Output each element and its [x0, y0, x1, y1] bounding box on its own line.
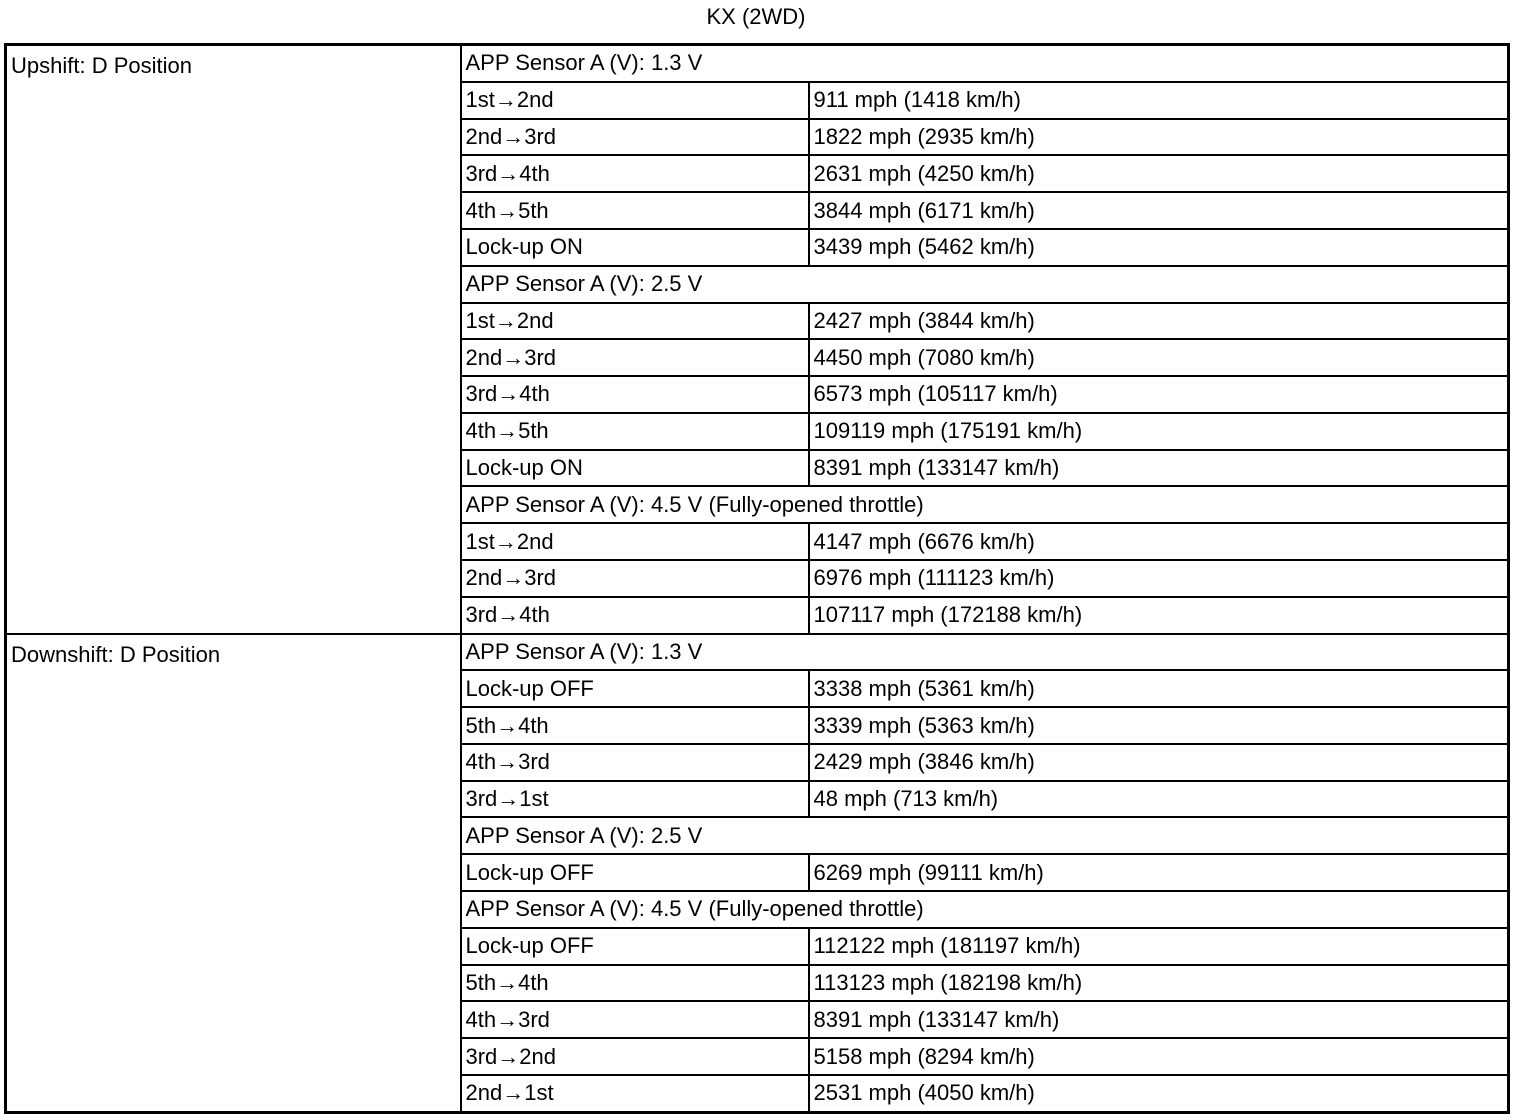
sensor-row: [6, 634, 1509, 671]
vehicle-speed: 6976 mph (111123 km/h): [809, 560, 1509, 597]
vehicle-speed: 112122 mph (181197 km/h): [809, 928, 1509, 965]
vehicle-speed: 109119 mph (175191 km/h): [809, 413, 1509, 450]
sensor-condition: APP Sensor A (V): 2.5 V: [461, 817, 1509, 854]
vehicle-speed: 5158 mph (8294 km/h): [809, 1038, 1509, 1075]
sensor-condition: APP Sensor A (V): 4.5 V (Fully-opened throttle): [461, 486, 1509, 523]
shift-point: 4th→3rd: [461, 744, 809, 781]
shift-point: 5th→4th: [461, 965, 809, 1002]
shift-schedule-table: [4, 43, 1510, 1114]
vehicle-speed: 1822 mph (2935 km/h): [809, 119, 1509, 156]
vehicle-speed: 6573 mph (105117 km/h): [809, 376, 1509, 413]
vehicle-speed: 2429 mph (3846 km/h): [809, 744, 1509, 781]
vehicle-speed: 6269 mph (99111 km/h): [809, 854, 1509, 891]
shift-point: Lock-up OFF: [461, 670, 809, 707]
shift-point: Lock-up OFF: [461, 928, 809, 965]
shift-point: 3rd→4th: [461, 597, 809, 634]
vehicle-speed: 4147 mph (6676 km/h): [809, 523, 1509, 560]
shift-point: Lock-up OFF: [461, 854, 809, 891]
vehicle-speed: 48 mph (713 km/h): [809, 781, 1509, 818]
shift-point: 4th→5th: [461, 413, 809, 450]
vehicle-speed: 2427 mph (3844 km/h): [809, 303, 1509, 340]
vehicle-speed: 4450 mph (7080 km/h): [809, 339, 1509, 376]
vehicle-speed: 3338 mph (5361 km/h): [809, 670, 1509, 707]
shift-point: 1st→2nd: [461, 303, 809, 340]
shift-point: Lock-up ON: [461, 229, 809, 266]
shift-point: 4th→3rd: [461, 1001, 809, 1038]
vehicle-speed: 3439 mph (5462 km/h): [809, 229, 1509, 266]
vehicle-speed: 3339 mph (5363 km/h): [809, 707, 1509, 744]
vehicle-speed: 911 mph (1418 km/h): [809, 82, 1509, 119]
section-label: Downshift: D Position: [6, 634, 461, 1113]
vehicle-speed: 8391 mph (133147 km/h): [809, 1001, 1509, 1038]
shift-point: 3rd→2nd: [461, 1038, 809, 1075]
shift-point: 2nd→3rd: [461, 119, 809, 156]
vehicle-speed: 8391 mph (133147 km/h): [809, 450, 1509, 487]
shift-point: 3rd→4th: [461, 155, 809, 192]
shift-point: 5th→4th: [461, 707, 809, 744]
shift-point: 1st→2nd: [461, 82, 809, 119]
shift-point: 3rd→4th: [461, 376, 809, 413]
section-label: Upshift: D Position: [6, 45, 461, 634]
vehicle-speed: 113123 mph (182198 km/h): [809, 965, 1509, 1002]
sensor-condition: APP Sensor A (V): 4.5 V (Fully-opened throttle): [461, 891, 1509, 928]
vehicle-speed: 2631 mph (4250 km/h): [809, 155, 1509, 192]
shift-point: 3rd→1st: [461, 781, 809, 818]
vehicle-speed: 2531 mph (4050 km/h): [809, 1075, 1509, 1113]
sensor-condition: APP Sensor A (V): 2.5 V: [461, 266, 1509, 303]
shift-point: Lock-up ON: [461, 450, 809, 487]
shift-point: 1st→2nd: [461, 523, 809, 560]
shift-point: 2nd→3rd: [461, 339, 809, 376]
vehicle-speed: 3844 mph (6171 km/h): [809, 192, 1509, 229]
sensor-row: [6, 45, 1509, 82]
sensor-condition: APP Sensor A (V): 1.3 V: [461, 634, 1509, 671]
shift-point: 2nd→1st: [461, 1075, 809, 1113]
vehicle-speed: 107117 mph (172188 km/h): [809, 597, 1509, 634]
table-title: KX (2WD): [706, 4, 806, 29]
shift-schedule-body: [6, 45, 1509, 1113]
shift-point: 4th→5th: [461, 192, 809, 229]
shift-point: 2nd→3rd: [461, 560, 809, 597]
sensor-condition: APP Sensor A (V): 1.3 V: [461, 45, 1509, 82]
